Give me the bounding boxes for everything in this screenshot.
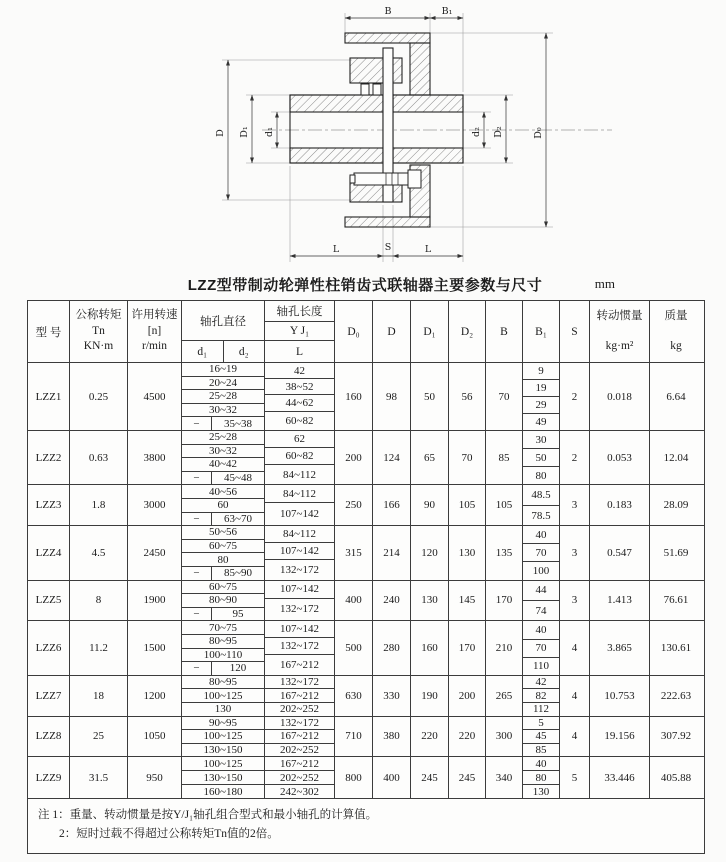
S-cell: 4: [560, 621, 590, 674]
header-d2: d₂: [238, 345, 249, 358]
torque-cell: 1.8: [70, 485, 128, 525]
dim-label-B: B: [384, 6, 392, 17]
model-cell: LZZ9: [28, 757, 70, 798]
speed-cell: 3000: [128, 485, 182, 525]
header-D2: D₂: [449, 301, 486, 362]
header-hole-length: 轴孔长度 Y J₁ L: [265, 301, 335, 362]
D1-cell: 120: [411, 526, 449, 579]
S-cell: 4: [560, 676, 590, 716]
length-cell: 84~112: [265, 485, 334, 503]
diameter-cell: [182, 567, 264, 580]
torque-cell: 25: [70, 717, 128, 757]
diameter-cell: [182, 417, 264, 430]
B1-column: [523, 431, 560, 484]
B1-cell: 80: [523, 771, 559, 785]
dim-label-D2: D₂: [493, 126, 504, 138]
D2-cell: 70: [449, 431, 486, 484]
dim-label-D: D: [215, 129, 226, 137]
diameter-cell: 50~56: [182, 526, 264, 540]
D0-cell: 315: [335, 526, 373, 579]
diameter-cell: 16~19: [182, 363, 264, 377]
B1-cell: 44: [523, 581, 559, 601]
mass-cell: 6.64: [666, 390, 686, 403]
d1-dash: −: [182, 472, 212, 485]
diameter-column: [182, 581, 265, 621]
mass-cell: 76.61: [663, 594, 689, 607]
torque-cell: 4.5: [70, 526, 128, 579]
D0-cell: 630: [335, 676, 373, 716]
diameter-cell: 100~125: [182, 730, 264, 744]
speed-cell: 1050: [128, 717, 182, 757]
hole-group: [182, 757, 335, 798]
diameter-column: [182, 757, 265, 798]
header-mass: 质量 kg: [664, 309, 688, 352]
dim-label-B1: B₁: [441, 6, 453, 17]
diameter-cell: 25~28: [182, 390, 264, 404]
B1-cell: 9: [523, 363, 559, 380]
length-column: [265, 621, 335, 674]
header-D0: D₀: [335, 301, 373, 362]
header-YJ1: Y J₁: [265, 321, 334, 341]
B1-cell: 50: [523, 449, 559, 467]
B-cell: 300: [486, 717, 523, 757]
length-column: [265, 676, 335, 716]
D1-cell: 65: [411, 431, 449, 484]
table-row-LZZ1: [28, 363, 704, 431]
B-cell: 135: [486, 526, 523, 579]
elastic-pin-bolt: [350, 170, 421, 188]
B1-column: [523, 676, 560, 716]
speed-cell: 1500: [128, 621, 182, 674]
hole-group: [182, 581, 335, 621]
length-cell: 167~212: [265, 730, 334, 744]
D2-cell: 145: [449, 581, 486, 621]
B1-cell: 49: [535, 416, 547, 428]
d2-value: 85~90: [224, 567, 252, 580]
speed-cell: 2450: [128, 526, 182, 579]
torque-cell: 8: [70, 581, 128, 621]
D2-cell: 245: [449, 757, 486, 798]
diameter-column: [182, 621, 265, 674]
diameter-cell: [182, 472, 264, 485]
diameter-cell: 30~32: [182, 445, 264, 459]
D1-cell: 130: [411, 581, 449, 621]
D1-cell: 50: [411, 363, 449, 430]
table-header: [28, 301, 704, 363]
diameter-cell: 100~125: [182, 689, 264, 703]
diameter-cell: 40~42: [182, 458, 264, 472]
diameter-cell: 130~150: [203, 744, 243, 757]
S-cell: 2: [560, 363, 590, 430]
length-cell: 167~212: [280, 658, 319, 671]
B-cell: 70: [486, 363, 523, 430]
B1-cell: 110: [532, 660, 550, 673]
D-cell: 214: [373, 526, 411, 579]
table-row-LZZ8: [28, 717, 704, 758]
diameter-column: [182, 676, 265, 716]
inertia-cell: 0.183: [590, 485, 650, 525]
D2-cell: 130: [449, 526, 486, 579]
header-model: 型 号: [28, 301, 70, 362]
dim-label-L-right: L: [424, 244, 432, 255]
B1-cell: 19: [523, 380, 559, 397]
diameter-cell: 20~24: [182, 377, 264, 391]
torque-cell: 18: [70, 676, 128, 716]
header-L: L: [265, 340, 334, 362]
note-1: 注 1：重量、转动惯量是按Y/J₁轴孔组合型式和最小轴孔的计算值。: [38, 809, 378, 822]
table-row-LZZ4: [28, 526, 704, 580]
length-column: [265, 485, 335, 525]
B1-cell: 29: [523, 397, 559, 414]
model-cell: LZZ8: [28, 717, 70, 757]
D1-cell: 220: [411, 717, 449, 757]
inertia-cell: 19.156: [590, 717, 650, 757]
mass-cell: 307.92: [660, 730, 692, 743]
technical-drawing: [0, 0, 726, 272]
unit-label: mm: [594, 276, 615, 291]
B1-cell: 48.5: [523, 485, 559, 505]
B-cell: 170: [486, 581, 523, 621]
diameter-cell: 90~95: [182, 717, 264, 731]
diameter-cell: 60~75: [182, 540, 264, 554]
D1-cell: 190: [411, 676, 449, 716]
diameter-cell: 80: [182, 553, 264, 567]
table-row-LZZ6: [28, 621, 704, 675]
header-S: S: [560, 301, 590, 362]
D0-cell: 800: [335, 757, 373, 798]
S-cell: 2: [560, 431, 590, 484]
length-cell: 132~172: [265, 638, 334, 655]
header-B: B: [486, 301, 523, 362]
B1-cell: 70: [523, 640, 559, 658]
note-2: 2：短时过载不得超过公称转矩Tn值的2倍。: [59, 828, 279, 841]
B1-cell: 85: [535, 744, 547, 757]
diameter-cell: 130: [214, 703, 232, 716]
D2-cell: 220: [449, 717, 486, 757]
model-cell: LZZ4: [28, 526, 70, 579]
B1-cell: 130: [532, 785, 550, 798]
dim-label-d2: d₂: [471, 127, 482, 137]
D0-cell: 160: [335, 363, 373, 430]
diameter-column: [182, 363, 265, 430]
page-title: LZZ型带制动轮弹性柱销齿式联轴器主要参数与尺寸: [187, 277, 543, 294]
D-cell: 166: [373, 485, 411, 525]
length-column: [265, 431, 335, 484]
S-cell: 3: [560, 526, 590, 579]
speed-cell: 4500: [128, 363, 182, 430]
inertia-cell: 33.446: [590, 757, 650, 798]
D2-cell: 105: [449, 485, 486, 525]
table-body: [28, 363, 704, 798]
diameter-cell: 40~56: [182, 485, 264, 499]
length-cell: 132~172: [280, 603, 319, 616]
B-cell: 210: [486, 621, 523, 674]
B1-cell: 100: [532, 565, 550, 577]
model-cell: LZZ1: [28, 363, 70, 430]
header-d1: d₁: [182, 341, 224, 362]
D0-cell: 500: [335, 621, 373, 674]
length-cell: 242~302: [280, 785, 319, 798]
dim-label-S: S: [384, 242, 392, 253]
B1-cell: 5: [523, 717, 559, 731]
diameter-cell: [182, 513, 264, 526]
S-cell: 3: [560, 485, 590, 525]
inertia-cell: 10.753: [590, 676, 650, 716]
D2-cell: 200: [449, 676, 486, 716]
S-cell: 3: [560, 581, 590, 621]
dim-label-D1: D₁: [239, 126, 250, 138]
speed-cell: 3800: [128, 431, 182, 484]
header-D: D: [373, 301, 411, 362]
B-cell: 340: [486, 757, 523, 798]
d2-value: 45~48: [224, 472, 252, 485]
mass-cell: 405.88: [660, 771, 692, 784]
diameter-cell: 80~95: [182, 676, 264, 690]
length-cell: 167~212: [265, 689, 334, 703]
length-cell: 202~252: [280, 703, 319, 716]
mass-cell: 12.04: [663, 451, 689, 464]
B1-cell: 45: [523, 730, 559, 744]
length-cell: 60~82: [265, 448, 334, 465]
diameter-cell: [182, 662, 264, 675]
model-cell: LZZ6: [28, 621, 70, 674]
diameter-cell: 60: [182, 499, 264, 513]
dim-label-L-left: L: [332, 244, 340, 255]
length-cell: 107~142: [265, 621, 334, 638]
hole-group: [182, 717, 335, 757]
length-cell: 132~172: [280, 563, 319, 576]
diameter-cell: 70~75: [182, 621, 264, 635]
D-cell: 380: [373, 717, 411, 757]
speed-cell: 1200: [128, 676, 182, 716]
diameter-column: [182, 431, 265, 484]
B1-cell: 40: [523, 757, 559, 771]
B1-cell: 40: [523, 621, 559, 639]
B1-cell: 78.5: [531, 509, 551, 522]
D2-cell: 170: [449, 621, 486, 674]
model-cell: LZZ3: [28, 485, 70, 525]
d1-dash: −: [182, 417, 212, 430]
B1-column: [523, 581, 560, 621]
d1-dash: −: [182, 513, 212, 526]
diameter-cell: 100~125: [182, 757, 264, 771]
torque-cell: 31.5: [70, 757, 128, 798]
D1-cell: 160: [411, 621, 449, 674]
D1-cell: 245: [411, 757, 449, 798]
header-speed: 许用转速 [n] r/min: [128, 301, 182, 362]
header-hole-diameter: 轴孔直径 d₁ d₂: [182, 301, 265, 362]
B1-cell: 40: [523, 526, 559, 544]
torque-cell: 0.25: [70, 363, 128, 430]
B1-cell: 74: [535, 604, 547, 617]
length-cell: 107~142: [265, 543, 334, 560]
length-column: [265, 526, 335, 579]
dim-label-D0: D₀: [533, 127, 544, 139]
length-cell: 107~142: [280, 508, 319, 521]
B-cell: 105: [486, 485, 523, 525]
diameter-cell: 60~75: [182, 581, 264, 595]
length-cell: 62: [265, 431, 334, 448]
d1-dash: −: [182, 608, 212, 621]
length-column: [265, 757, 335, 798]
length-cell: 84~112: [282, 468, 317, 481]
d2-value: 120: [229, 662, 247, 675]
table-row-LZZ3: [28, 485, 704, 526]
inertia-cell: 0.053: [590, 431, 650, 484]
model-cell: LZZ5: [28, 581, 70, 621]
model-cell: LZZ7: [28, 676, 70, 716]
dim-label-d1: d₁: [264, 127, 275, 137]
mass-cell: 51.69: [663, 546, 689, 559]
diameter-cell: 80~90: [182, 594, 264, 608]
length-cell: 60~82: [285, 414, 314, 427]
diameter-cell: 80~95: [182, 635, 264, 649]
hole-group: [182, 621, 335, 674]
length-cell: 84~112: [265, 526, 334, 543]
B1-column: [523, 526, 560, 579]
B1-column: [523, 621, 560, 674]
footnotes: [27, 799, 705, 854]
torque-cell: 11.2: [70, 621, 128, 674]
d2-value: 63~70: [224, 512, 252, 525]
header-D1: D₁: [411, 301, 449, 362]
D1-cell: 90: [411, 485, 449, 525]
torque-cell: 0.63: [70, 431, 128, 484]
B1-column: [523, 485, 560, 525]
diameter-cell: 100~110: [182, 649, 264, 663]
pin-details: [361, 84, 381, 95]
d2-value: 95: [232, 608, 244, 621]
d2-value: 35~38: [224, 417, 252, 430]
B1-cell: 82: [523, 689, 559, 703]
B1-cell: 70: [523, 544, 559, 562]
hole-group: [182, 431, 335, 484]
D-cell: 240: [373, 581, 411, 621]
S-cell: 5: [560, 757, 590, 798]
speed-cell: 1900: [128, 581, 182, 621]
header-inertia: 转动惯量 kg·m²: [590, 301, 650, 362]
length-cell: 167~212: [265, 757, 334, 771]
D0-cell: 400: [335, 581, 373, 621]
mass-cell: 130.61: [660, 642, 692, 655]
D-cell: 330: [373, 676, 411, 716]
mass-cell: 222.63: [660, 689, 692, 702]
D0-cell: 200: [335, 431, 373, 484]
length-cell: 132~172: [265, 676, 334, 690]
diameter-column: [182, 717, 265, 757]
diameter-column: [182, 526, 265, 579]
diameter-cell: 25~28: [182, 431, 264, 445]
length-cell: 44~62: [265, 395, 334, 411]
B1-column: [523, 363, 560, 430]
length-cell: 132~172: [265, 717, 334, 731]
length-column: [265, 717, 335, 757]
D-cell: 280: [373, 621, 411, 674]
table-row-LZZ7: [28, 676, 704, 717]
length-cell: 42: [265, 363, 334, 379]
B1-cell: 80: [535, 469, 547, 482]
length-cell: 107~142: [265, 581, 334, 599]
B1-cell: 112: [532, 703, 550, 716]
D-cell: 98: [373, 363, 411, 430]
length-cell: 202~252: [280, 744, 319, 757]
B-cell: 85: [486, 431, 523, 484]
speed-cell: 950: [128, 757, 182, 798]
coupling-cross-section: [0, 0, 726, 272]
d1-dash: −: [182, 662, 212, 675]
header-B1: B₁: [523, 301, 560, 362]
length-cell: 38~52: [265, 379, 334, 395]
header-torque: 公称转矩 Tn KN·m: [70, 301, 128, 362]
table-row-LZZ2: [28, 431, 704, 485]
length-column: [265, 581, 335, 621]
diameter-column: [182, 485, 265, 525]
inertia-cell: 0.547: [590, 526, 650, 579]
length-column: [265, 363, 335, 430]
S-cell: 4: [560, 717, 590, 757]
D0-cell: 250: [335, 485, 373, 525]
d1-dash: −: [182, 567, 212, 580]
inertia-cell: 0.018: [590, 363, 650, 430]
inertia-cell: 3.865: [590, 621, 650, 674]
mass-cell: 28.09: [663, 499, 689, 512]
inertia-cell: 1.413: [590, 581, 650, 621]
B1-column: [523, 717, 560, 757]
B1-cell: 30: [523, 431, 559, 449]
diameter-cell: 30~32: [182, 404, 264, 418]
title-row: [27, 274, 703, 294]
D-cell: 124: [373, 431, 411, 484]
B-cell: 265: [486, 676, 523, 716]
diameter-cell: [182, 608, 264, 621]
B1-cell: 42: [523, 676, 559, 690]
diameter-cell: 130~150: [182, 771, 264, 785]
length-cell: 202~252: [265, 771, 334, 785]
hole-group: [182, 676, 335, 716]
hole-group: [182, 526, 335, 579]
hole-group: [182, 363, 335, 430]
diameter-cell: 160~180: [203, 785, 243, 798]
D0-cell: 710: [335, 717, 373, 757]
table-row-LZZ9: [28, 757, 704, 798]
model-cell: LZZ2: [28, 431, 70, 484]
D2-cell: 56: [449, 363, 486, 430]
D-cell: 400: [373, 757, 411, 798]
parameters-table: [27, 300, 705, 799]
hole-group: [182, 485, 335, 525]
B1-column: [523, 757, 560, 798]
table-row-LZZ5: [28, 581, 704, 622]
